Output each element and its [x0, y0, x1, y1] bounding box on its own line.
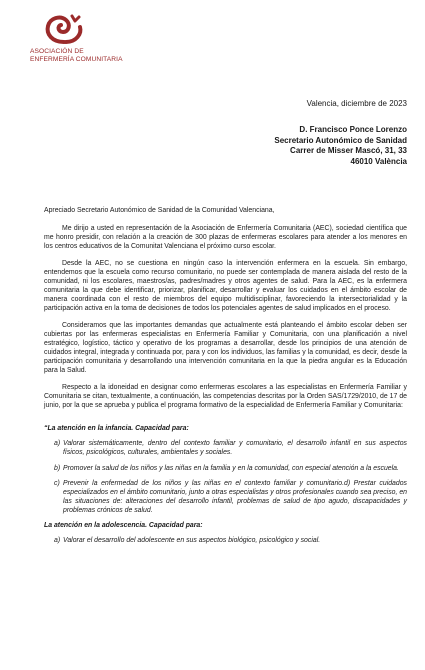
- list-item-text: Prevenir la enfermedad de los niños y las niñas en el contexto familiar y comunitario.d) Prestar cuidados especializados en el ámbito comunitario, junto a otras especialistas y otros profesionales cuando sea preciso, en las situaciones de: alteraciones del desarrollo infantil, problemas de salud de tipo agudo, discapacidades y problemas crónicos de salud.: [63, 479, 407, 514]
- letter-body: [44, 206, 407, 551]
- aec-logo-icon: [42, 12, 86, 46]
- adolescence-list: [44, 536, 407, 545]
- paragraph-2: Desde la AEC, no se cuestiona en ningún caso la intervención enfermera en la escuela. Sin embargo, entendemos que la escuela como recurso comunitario, no puede ser contemplada de manera aislada del resto de la comunidad, ni los escolares, maestros/as, padres/madres y otros agentes de salud. Para la AEC, es la enfermera comunitaria la que debe identificar, priorizar, planificar, desarrollar y evaluar los cuidados en el ámbito escolar de manera coordinada con el resto de miembros del equipo multidisciplinar, favoreciendo la intersectorialidad y la participación activa en la toma de decisiones de todos los potenciales agentes de salud implicados en el proceso.: [44, 259, 407, 313]
- paragraph-4: Respecto a la idoneidad en designar como enfermeras escolares a las especialistas en Enfermería Familiar y Comunitaria se citan, textualmente, a continuación, las competencias descritas por la Orden SAS/1729/2010, de 17 de junio, por la que se aprueba y publica el programa formativo de la especialidad de Enfermería Familiar y Comunitaria:: [44, 384, 407, 410]
- list-item-text: Valorar el desarrollo del adolescente en sus aspectos biológico, psicológico y social.: [63, 537, 321, 545]
- quote-heading-adolescence: La atención en la adolescencia. Capacidad para:: [44, 522, 203, 530]
- list-item: [54, 464, 407, 473]
- list-item: [54, 479, 407, 515]
- list-item-text: Valorar sistemáticamente, dentro del contexto familiar y comunitario, el desarrollo infantil en sus aspectos físicos, psicológicos, culturales, ambientales y sociales.: [63, 440, 407, 457]
- letter-date: Valencia, diciembre de 2023: [306, 99, 407, 108]
- logo-line-2: ENFERMERÍA COMUNITARIA: [30, 56, 123, 63]
- competencies-quote: [44, 424, 407, 545]
- list-item: [54, 536, 407, 545]
- list-item: [54, 439, 407, 457]
- greeting: Apreciado Secretario Autonómico de Sanidad de la Comunidad Valenciana,: [44, 207, 275, 214]
- logo-line-1: ASOCIACIÓN DE: [30, 48, 84, 55]
- list-item-label: a): [54, 537, 61, 545]
- recipient-city: 46010 València: [350, 156, 407, 166]
- list-item-label: a): [54, 440, 61, 448]
- paragraph-1: Me dirijo a usted en representación de la Asociación de Enfermería Comunitaria (AEC), sociedad científica que me honro presidir, con relación a la creación de 300 plazas de enfermeras escolares para atender a los menores en los centros educativos de la Comunitat Valenciana el próximo curso escolar.: [44, 225, 407, 251]
- recipient-name: D. Francisco Ponce Lorenzo: [299, 125, 407, 134]
- list-item-label: c): [54, 479, 60, 487]
- infancy-list: [44, 439, 407, 515]
- list-item-text: Promover la salud de los niños y las niñas en la familia y en la comunidad, con especial atención a la escuela.: [63, 464, 399, 472]
- recipient-address: [274, 125, 407, 167]
- list-item-label: b): [54, 464, 61, 472]
- recipient-title: Secretario Autonómico de Sanidad: [274, 135, 407, 145]
- aec-logo: [30, 12, 140, 64]
- recipient-street: Carrer de Misser Mascó, 31, 33: [290, 146, 407, 155]
- paragraph-3: Consideramos que las importantes demandas que actualmente está planteando el ámbito escolar deben ser cubiertas por las enfermeras especialistas en Enfermería Familiar y Comunitaria, con una planificación a nivel estratégico, logístico, táctico y operativo de los programas a desarrollar, desde los principios de una atención de cuidados integral, integrada y continuada por, para y con los individuos, las familias y la comunidad, es decir, desde la participación comunitaria y desarrollando una intervención comunitaria en la que la piedra angular es la Educación para la Salud.: [44, 321, 407, 375]
- quote-heading-infancy: “La atención en la infancia. Capacidad para:: [44, 425, 189, 433]
